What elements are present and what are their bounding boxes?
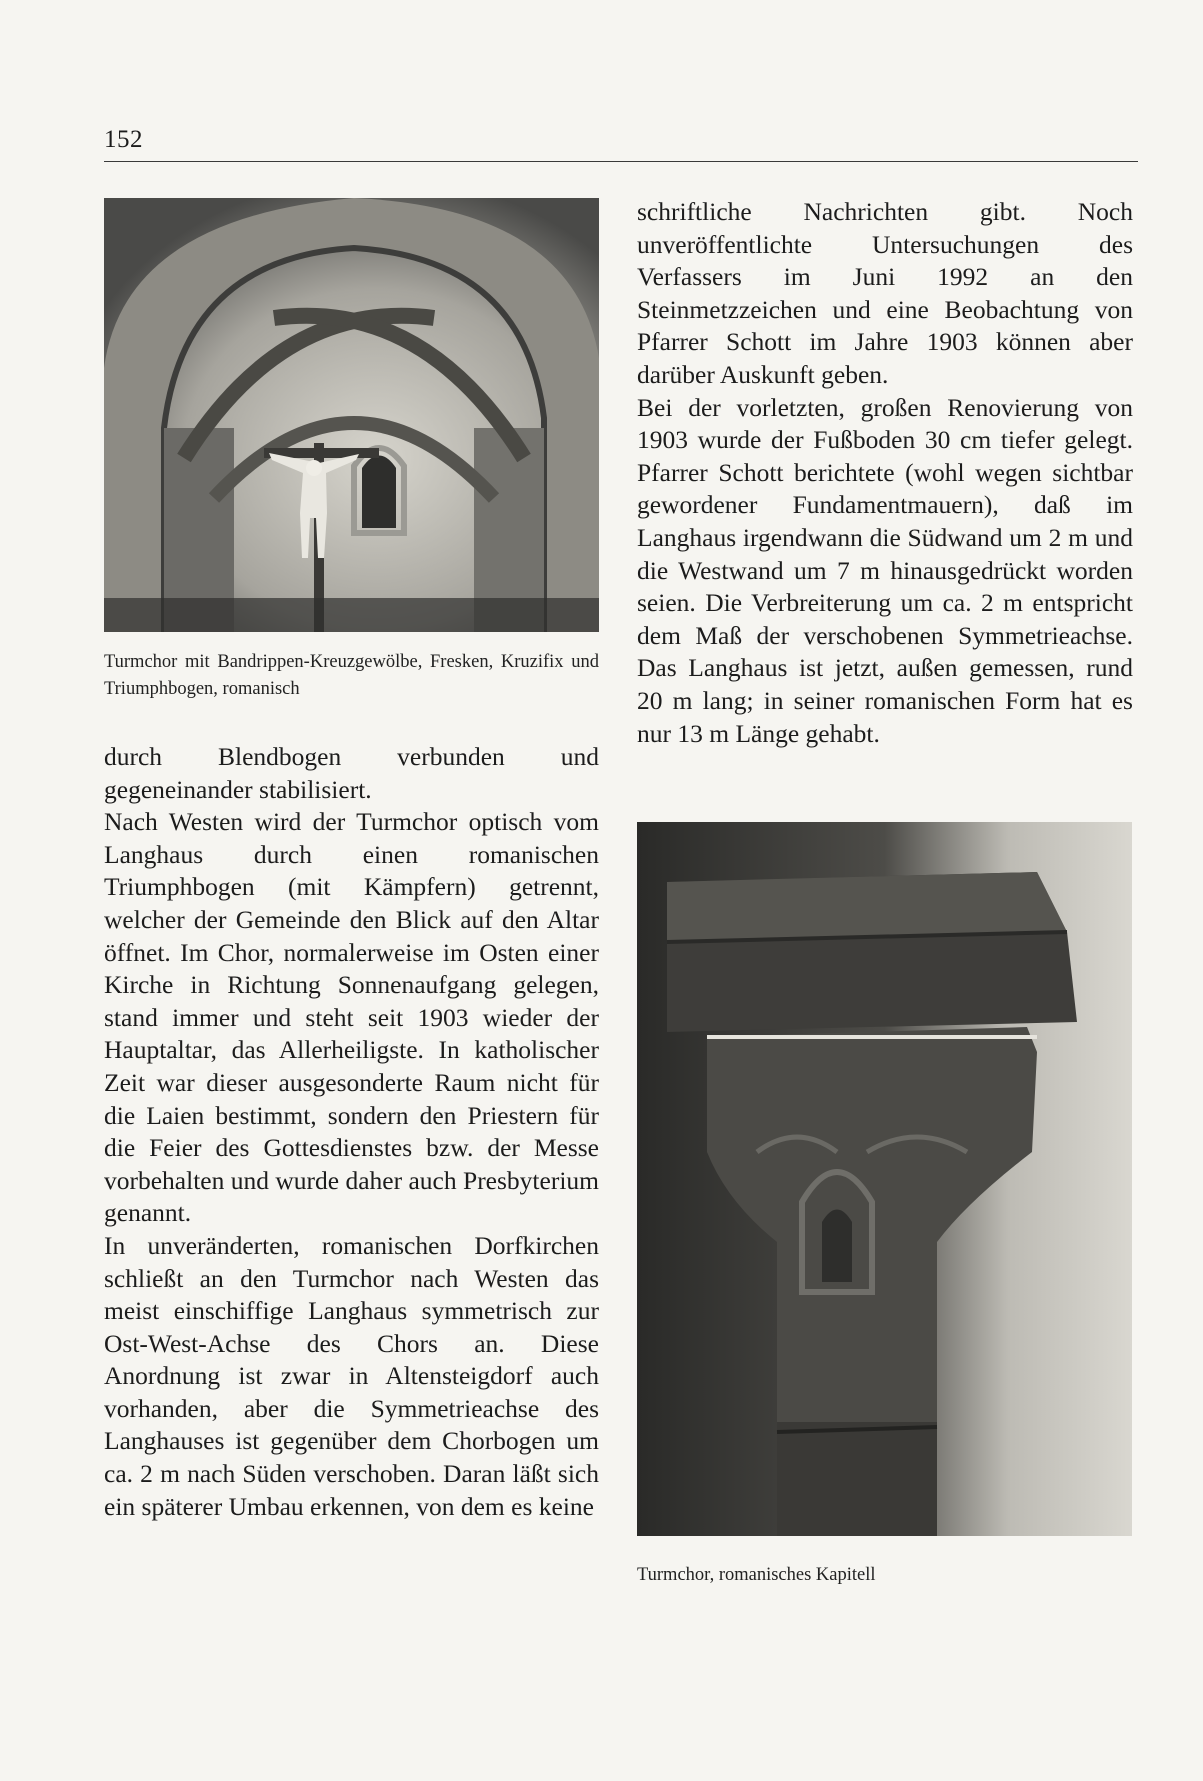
vault-photo-graphic [104, 198, 599, 632]
header-rule [104, 161, 1138, 162]
right-text-column [637, 196, 1133, 750]
figure-vault-crucifix [104, 198, 599, 632]
paragraph: Nach Westen wird der Turmchor optisch vom Langhaus durch einen romanischen Triumphbogen (mit Kämpfern) getrennt, welcher der Gemeinde den Blick auf den Altar öffnet. Im Chor, normalerweise im Osten einer Kirche in Richtung Sonnenaufgang gelegen, stand immer und steht seit 1903 wieder der Hauptaltar, das Allerheiligste. In katholischer Zeit war dieser ausgesonderte Raum nicht für die Laien bestimmt, sondern den Priestern für die Feier des Gottesdienstes bzw. der Messe vorbehalten und wurde daher auch Presbyterium genannt. [104, 807, 599, 1228]
figure-2-caption: Turmchor, romanisches Kapitell [637, 1565, 876, 1585]
paragraph: durch Blendbogen verbunden und gegeneinander stabilisiert. [104, 742, 599, 804]
paragraph: schriftliche Nachrichten gibt. Noch unveröffentlichte Untersuchungen des Verfassers im Juni 1992 an den Steinmetzzeichen und eine Beobachtung von Pfarrer Schott im Jahre 1903 können aber darüber Auskunft geben. [637, 197, 1133, 389]
figure-capital [637, 822, 1132, 1536]
capital-photo-graphic [637, 822, 1132, 1536]
paragraph: In unveränderten, romanischen Dorfkirchen schließt an den Turmchor nach Westen das meist einschiffige Langhaus symmetrisch zur Ost-West-Achse des Chors an. Diese Anordnung ist zwar in Altensteigdorf auch vorhanden, aber die Symmetrieachse des Langhauses ist gegenüber dem Chorbogen um ca. 2 m nach Süden verschoben. Daran läßt sich ein späterer Umbau erkennen, von dem es keine [104, 1230, 599, 1521]
figure-1-caption: Turmchor mit Bandrippen-Kreuzgewölbe, Fresken, Kruzifix und Triumphbogen, romanisch [104, 652, 599, 699]
page-number: 152 [104, 126, 143, 153]
paragraph: Bei der vorletzten, großen Renovierung von 1903 wurde der Fußboden 30 cm tiefer gelegt. Pfarrer Schott berichtete (wohl wegen sichtbar gewordener Fundamentmauern), daß im Langhaus irgendwann die Südwand um 2 m und die Westwand um 7 m hinausgedrückt worden seien. Die Verbreiterung um ca. 2 m entspricht dem Maß der verschobenen Symmetrieachse. Das Langhaus ist jetzt, außen gemessen, rund 20 m lang; in seiner romanischen Form hat es nur 13 m Länge gehabt. [637, 392, 1133, 748]
left-text-column [104, 741, 599, 1523]
